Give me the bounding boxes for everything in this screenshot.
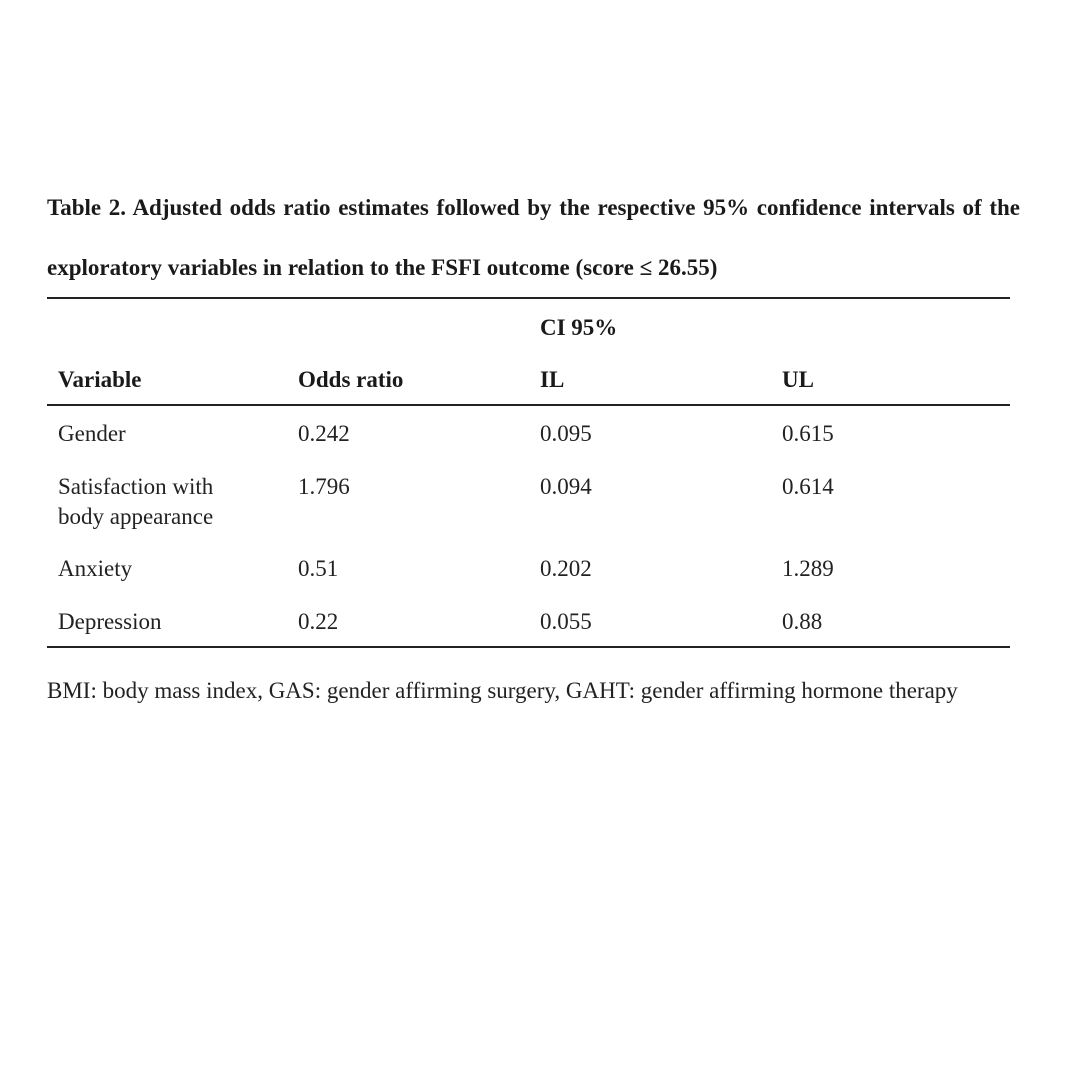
table-cell-il: 0.095 bbox=[540, 421, 592, 446]
table-cell-ul: 0.614 bbox=[782, 474, 834, 499]
column-header-odds-ratio: Odds ratio bbox=[298, 367, 404, 392]
table-cell-odds-ratio: 0.22 bbox=[298, 609, 339, 634]
column-header-variable: Variable bbox=[58, 367, 142, 392]
table-cell-odds-ratio: 1.796 bbox=[298, 474, 350, 499]
table-cell-il: 0.202 bbox=[540, 556, 592, 581]
table-cell-odds-ratio: 0.242 bbox=[298, 421, 350, 446]
table-cell-odds-ratio: 0.51 bbox=[298, 556, 339, 581]
ci-group-header: CI 95% bbox=[540, 315, 618, 340]
table-cell-variable: Depression bbox=[58, 609, 162, 634]
table-cell-ul: 1.289 bbox=[782, 556, 834, 581]
column-header-ul: UL bbox=[782, 367, 814, 392]
table-bottom-rule bbox=[47, 646, 1010, 648]
table-cell-il: 0.094 bbox=[540, 474, 592, 499]
table-cell-ul: 0.615 bbox=[782, 421, 834, 446]
table-caption: Table 2. Adjusted odds ratio estimates followed by the respective 95% confidence intervals of the exploratory variables in relation to the FSFI outcome (score ≤ 26.55) bbox=[47, 195, 1020, 280]
table-footnote: BMI: body mass index, GAS: gender affirming surgery, GAHT: gender affirming hormone therapy bbox=[47, 678, 958, 703]
table-cell-variable: Gender bbox=[58, 421, 126, 446]
table-header-rule bbox=[47, 404, 1010, 406]
table-cell-il: 0.055 bbox=[540, 609, 592, 634]
table-top-rule bbox=[47, 297, 1010, 299]
table-cell-variable: Satisfaction with body appearance bbox=[58, 474, 214, 529]
column-header-il: IL bbox=[540, 367, 565, 392]
table-cell-variable: Anxiety bbox=[58, 556, 133, 581]
table-cell-ul: 0.88 bbox=[782, 609, 823, 634]
